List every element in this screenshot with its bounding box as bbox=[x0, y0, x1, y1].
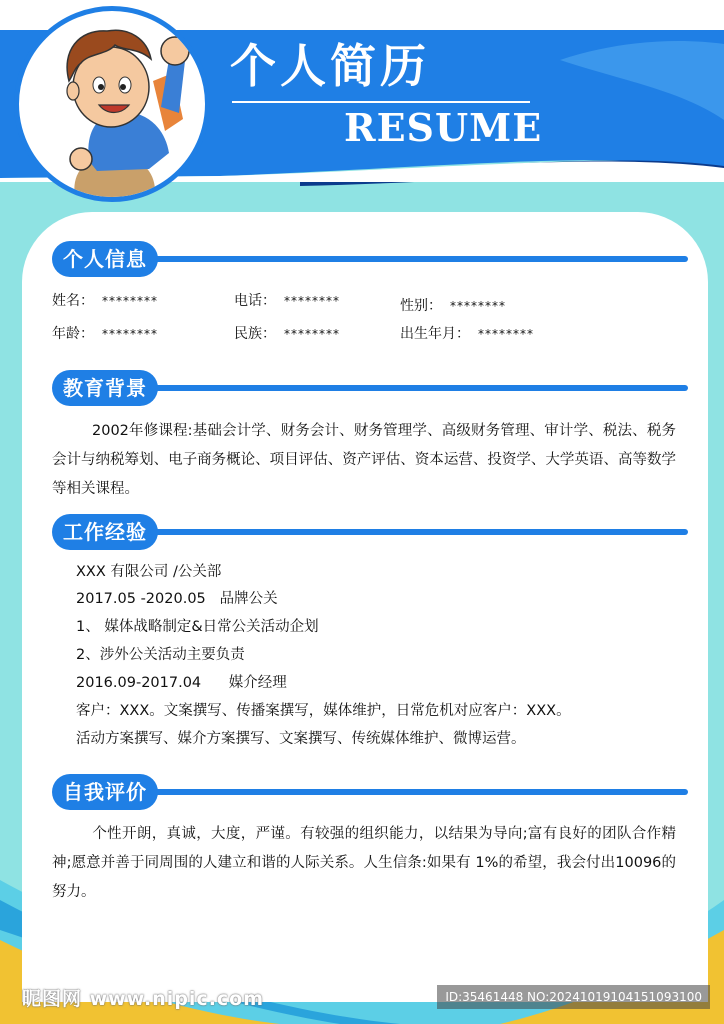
work-line: 2、涉外公关活动主要负责 bbox=[76, 647, 245, 663]
work-line: 2017.05 -2020.05 品牌公关 bbox=[76, 591, 278, 607]
section-rule bbox=[150, 789, 688, 795]
section-heading: 教育背景 bbox=[52, 370, 158, 406]
field-age bbox=[52, 324, 158, 344]
section-personal-info bbox=[52, 241, 688, 277]
watermark-site: 昵图网 www.nipic.com bbox=[22, 988, 265, 1010]
section-education bbox=[52, 370, 688, 406]
field-value: ******** bbox=[102, 327, 158, 341]
field-label: 姓名： bbox=[52, 293, 94, 309]
section-rule bbox=[150, 256, 688, 262]
work-line: 客户：XXX。文案撰写、传播案撰写，媒体维护，日常危机对应客户：XXX。 bbox=[76, 703, 571, 719]
field-value: ******** bbox=[284, 294, 340, 308]
section-work-experience bbox=[52, 514, 688, 550]
field-value: ******** bbox=[284, 327, 340, 341]
field-label: 年龄： bbox=[52, 326, 94, 342]
page-subtitle: RESUME bbox=[344, 105, 543, 150]
cartoon-boy-avatar-icon bbox=[19, 11, 205, 197]
field-value: ******** bbox=[450, 299, 506, 313]
section-rule bbox=[150, 529, 688, 535]
section-heading: 自我评价 bbox=[52, 774, 158, 810]
self-evaluation-text: 个性开朗，真诚，大度，严谨。有较强的组织能力，以结果为导向;富有良好的团队合作精神;愿意并善于同周围的人建立和谐的人际关系。人生信条:如果有 1%的希望，我会付出10096的努力。 bbox=[52, 826, 676, 900]
field-gender bbox=[400, 296, 506, 316]
field-name bbox=[52, 291, 158, 311]
field-birth-date bbox=[400, 324, 534, 344]
education-text: 2002年修课程:基础会计学、财务会计、财务管理学、高级财务管理、审计学、税法、税务会计与纳税筹划、电子商务概论、项目评估、资产评估、资本运营、投资学、大学英语、高等数学等相关课程。 bbox=[52, 423, 676, 497]
field-label: 性别： bbox=[400, 298, 442, 314]
field-label: 民族： bbox=[234, 326, 276, 342]
work-line: XXX 有限公司 /公关部 bbox=[76, 564, 222, 580]
avatar bbox=[14, 6, 210, 202]
field-value: ******** bbox=[478, 327, 534, 341]
title-divider bbox=[232, 101, 530, 103]
field-phone bbox=[234, 291, 340, 311]
work-line: 1、 媒体战略制定&日常公关活动企划 bbox=[76, 619, 319, 635]
field-ethnicity bbox=[234, 324, 340, 344]
section-heading: 工作经验 bbox=[52, 514, 158, 550]
field-label: 出生年月： bbox=[400, 326, 470, 342]
page-title: 个人简历 bbox=[230, 39, 430, 93]
field-label: 电话： bbox=[234, 293, 276, 309]
section-rule bbox=[150, 385, 688, 391]
field-value: ******** bbox=[102, 294, 158, 308]
work-line: 2016.09-2017.04 媒介经理 bbox=[76, 675, 287, 691]
work-line: 活动方案撰写、媒介方案撰写、文案撰写、传统媒体维护、微博运营。 bbox=[76, 731, 526, 747]
section-self-evaluation bbox=[52, 774, 688, 810]
section-heading: 个人信息 bbox=[52, 241, 158, 277]
watermark-id: ID:35461448 NO:20241019104151093100 bbox=[437, 985, 710, 1009]
